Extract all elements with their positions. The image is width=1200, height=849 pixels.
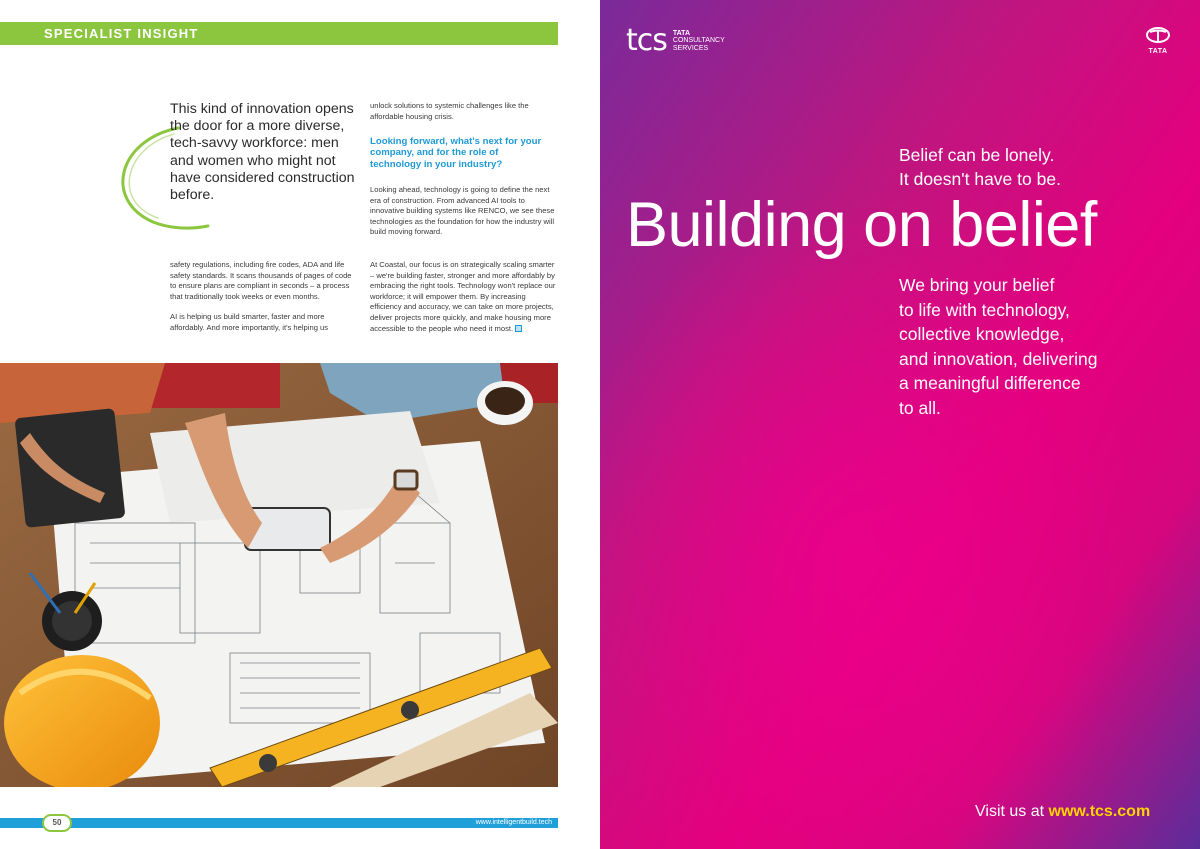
column-a (170, 260, 358, 344)
ad-body-line: We bring your belief (899, 275, 1055, 295)
ad-body-line: and innovation, delivering (899, 348, 1098, 369)
column-b-intro: unlock solutions to systemic challenges like the affordable housing crisis. (370, 101, 529, 121)
footer-url[interactable]: www.intelligentbuild.tech (475, 819, 552, 826)
tata-logo (1140, 27, 1176, 55)
pull-quote: This kind of innovation opens the door for a more diverse, tech-savvy workforce: men and women who might not have considered construction before. (170, 101, 355, 204)
column-a-paragraph: AI is helping us build smarter, faster and more affordably. And more importantly, it's helping us (170, 312, 329, 332)
belief-line-1: Belief can be lonely. (899, 145, 1055, 165)
belief-tagline (899, 143, 1061, 191)
page-number: 50 (42, 814, 72, 832)
tata-wordmark: TATA (1148, 48, 1168, 55)
ad-headline: Building on belief (626, 190, 1097, 260)
ad-body-line: a meaningful difference (899, 373, 1081, 394)
blueprint-photo (0, 363, 558, 787)
section-header-bar (0, 22, 558, 45)
ad-body-text (899, 273, 1199, 421)
ad-body-line: to all. (899, 397, 941, 418)
end-of-article-icon (515, 325, 522, 332)
subheading: Looking forward, what's next for your company, and for the role of technology in your industry? (370, 136, 542, 170)
belief-line-2: It doesn't have to be. (899, 169, 1061, 189)
tata-emblem-icon (1146, 27, 1170, 43)
ad-body-line: collective knowledge, (899, 324, 1065, 345)
tcs-logo (626, 23, 725, 58)
blueprint-photo-illustration (0, 363, 558, 787)
tcs-logo-mark: tcs (626, 23, 667, 58)
tcs-logo-line-2: CONSULTANCY (672, 37, 725, 45)
tcs-logo-line-3: SERVICES (672, 44, 709, 52)
tcs-logo-wordmark (673, 30, 725, 52)
ad-body-line: to life with technology, (899, 299, 1070, 320)
column-b-paragraph-1: Looking ahead, technology is going to define the next era of construction. From advanced AI tools to innovative building systems like RENCO, we see these technologies as the foundation for how the industry will build moving forward. (370, 185, 555, 237)
column-b-paragraph-2-text: At Coastal, our focus is on strategically scaling smarter – we're building faster, stronger and more affordably by embracing the right tools. Technology won't replace our workforce; it will empower them. By increasing efficiency and accuracy, we can take on more projects, deliver projects more quickly, and make housing more accessible to the people who need it most. (370, 260, 556, 333)
visit-prefix: Visit us at (975, 803, 1049, 820)
tcs-advertisement-page (600, 0, 1200, 849)
tcs-website-link[interactable]: www.tcs.com (1048, 803, 1151, 820)
visit-cta (975, 803, 1150, 821)
column-a-paragraph: safety regulations, including fire codes, ADA and life safety standards. It scans thousands of pages of code to ensure plans are compliant in seconds – a process that traditionally took weeks or even months. (170, 260, 352, 301)
section-label: SPECIALIST INSIGHT (44, 26, 199, 41)
column-b-paragraph-2 (370, 260, 558, 334)
tcs-logo-line-1: TATA (672, 29, 690, 37)
